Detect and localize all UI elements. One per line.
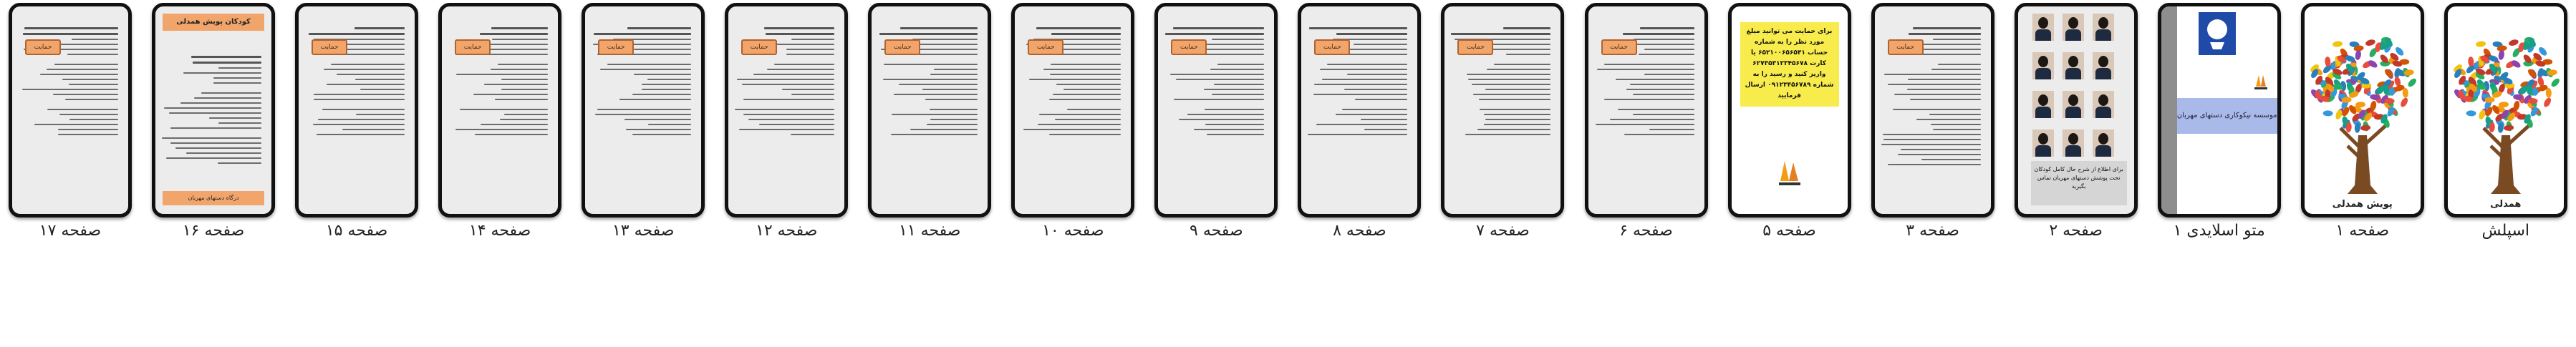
page-thumbnail[interactable] — [1728, 3, 1851, 218]
page-label: صفحه ۱۲ — [756, 222, 818, 240]
hands-tree-illustration — [2305, 6, 2421, 214]
motto-bar: موسسه نیکوکاری دستهای مهربان — [2177, 98, 2277, 134]
page-slot-motto[interactable] — [2155, 0, 2284, 240]
page-thumbnail[interactable] — [1585, 3, 1708, 218]
charity-logo-icon — [2253, 72, 2269, 91]
page-thumbnail[interactable] — [1871, 3, 1994, 218]
photo-note: برای اطلاع از شرح حال کامل کودکان تحت پوشش دستهای مهربان تماس بگیرید — [2031, 161, 2127, 205]
page-label: صفحه ۱۱ — [899, 222, 961, 240]
page-slot-p7[interactable] — [1438, 0, 1567, 240]
page-thumbnail[interactable] — [9, 3, 132, 218]
page-label: صفحه ۹ — [1190, 222, 1243, 240]
page-label: صفحه ۳ — [1906, 222, 1959, 240]
hands-tree-illustration — [2448, 6, 2564, 214]
support-button[interactable]: حمایت — [455, 39, 491, 55]
child-photo — [2032, 52, 2054, 79]
page-thumbnail[interactable] — [1298, 3, 1421, 218]
page-label: صفحه ۱ — [2335, 222, 2390, 240]
page-label: صفحه ۵ — [1762, 222, 1816, 240]
page-label: صفحه ۲ — [2049, 222, 2103, 240]
page-thumbnail[interactable] — [582, 3, 705, 218]
side-band — [2161, 6, 2177, 214]
page-label: صفحه ۸ — [1333, 222, 1386, 240]
page-label: صفحه ۱۳ — [612, 222, 675, 240]
child-photo — [2032, 91, 2054, 118]
page-thumbnail[interactable] — [2444, 3, 2567, 218]
page-slot-p5[interactable] — [1725, 0, 1854, 240]
child-photo — [2032, 129, 2054, 157]
child-photo — [2093, 52, 2114, 79]
support-button[interactable]: حمایت — [884, 39, 920, 55]
cover-title: پویش همدلی — [2332, 199, 2393, 210]
page-heading: کودکان پویش همدلی — [163, 14, 264, 31]
page-slot-p3[interactable] — [1868, 0, 1997, 240]
university-emblem-icon — [2197, 11, 2237, 57]
page-slot-p12[interactable] — [722, 0, 851, 240]
donation-info: برای حمایت می توانید مبلغ مورد نظر را به شماره حساب ۶۵۲۱۰۰۶۵۶۵۴۱ یا کارت ۶۲۷۳۵۳۱۲۳۴۵۶۷۸ واریز کنید و رسید را به شماره ۰۹۱۲۳۴۵۶۷۸۹ ارسال فرمایید — [1740, 22, 1839, 107]
page-slot-p17[interactable] — [6, 0, 135, 240]
page-slot-p14[interactable] — [435, 0, 564, 240]
page-thumbnail[interactable] — [868, 3, 991, 218]
page-thumbnail[interactable] — [1441, 3, 1564, 218]
support-button[interactable]: حمایت — [1314, 39, 1350, 55]
support-button[interactable]: حمایت — [741, 39, 777, 55]
gateway-link[interactable]: درگاه دستهای مهربان — [163, 191, 264, 205]
page-slot-p10[interactable] — [1008, 0, 1137, 240]
page-label: صفحه ۱۰ — [1042, 222, 1104, 240]
page-thumbnail[interactable] — [1154, 3, 1278, 218]
support-button[interactable]: حمایت — [312, 39, 347, 55]
page-thumbnail[interactable] — [438, 3, 561, 218]
child-photo — [2063, 14, 2084, 41]
support-button[interactable]: حمایت — [1171, 39, 1207, 55]
page-thumbnail[interactable] — [152, 3, 275, 218]
support-button[interactable]: حمایت — [1888, 39, 1924, 55]
child-photo — [2093, 91, 2114, 118]
page-text-lines — [161, 52, 261, 164]
page-label: متو اسلایدی ۱ — [2173, 222, 2265, 240]
page-label: صفحه ۱۴ — [468, 222, 531, 240]
page-slot-cover[interactable] — [2441, 0, 2570, 240]
page-label: صفحه ۱۷ — [39, 222, 102, 240]
page-thumbnail[interactable] — [2015, 3, 2138, 218]
support-button[interactable]: حمایت — [1601, 39, 1637, 55]
child-photo — [2093, 129, 2114, 157]
charity-logo-icon — [1776, 157, 1803, 191]
page-label: صفحه ۶ — [1619, 222, 1673, 240]
support-button[interactable]: حمایت — [25, 39, 61, 55]
support-button[interactable]: حمایت — [598, 39, 634, 55]
page-slot-p8[interactable] — [1295, 0, 1424, 240]
child-photo — [2032, 14, 2054, 41]
page-thumbnail[interactable] — [725, 3, 848, 218]
page-slot-p13[interactable] — [579, 0, 708, 240]
child-photo — [2063, 52, 2084, 79]
child-photo — [2063, 129, 2084, 157]
page-thumbnail[interactable] — [2158, 3, 2281, 218]
page-slot-p11[interactable] — [865, 0, 994, 240]
page-slot-p9[interactable] — [1152, 0, 1280, 240]
cover-title: همدلی — [2490, 199, 2522, 210]
page-slot-p6[interactable] — [1582, 0, 1711, 240]
page-thumbnail-strip — [6, 0, 2570, 347]
support-button[interactable]: حمایت — [1028, 39, 1063, 55]
child-photo — [2093, 14, 2114, 41]
page-thumbnail[interactable] — [2301, 3, 2424, 218]
page-slot-p2[interactable] — [2012, 0, 2141, 240]
page-label: اسپلش — [2481, 222, 2530, 240]
support-button[interactable]: حمایت — [1457, 39, 1493, 55]
page-thumbnail[interactable] — [1011, 3, 1134, 218]
page-label: صفحه ۷ — [1476, 222, 1530, 240]
child-photo — [2063, 91, 2084, 118]
photo-grid — [2028, 12, 2128, 167]
page-thumbnail[interactable] — [295, 3, 418, 218]
page-slot-p15[interactable] — [292, 0, 421, 240]
page-label: صفحه ۱۶ — [182, 222, 245, 240]
page-label: صفحه ۱۵ — [325, 222, 388, 240]
page-slot-p16[interactable] — [149, 0, 278, 240]
page-slot-p1[interactable] — [2298, 0, 2427, 240]
